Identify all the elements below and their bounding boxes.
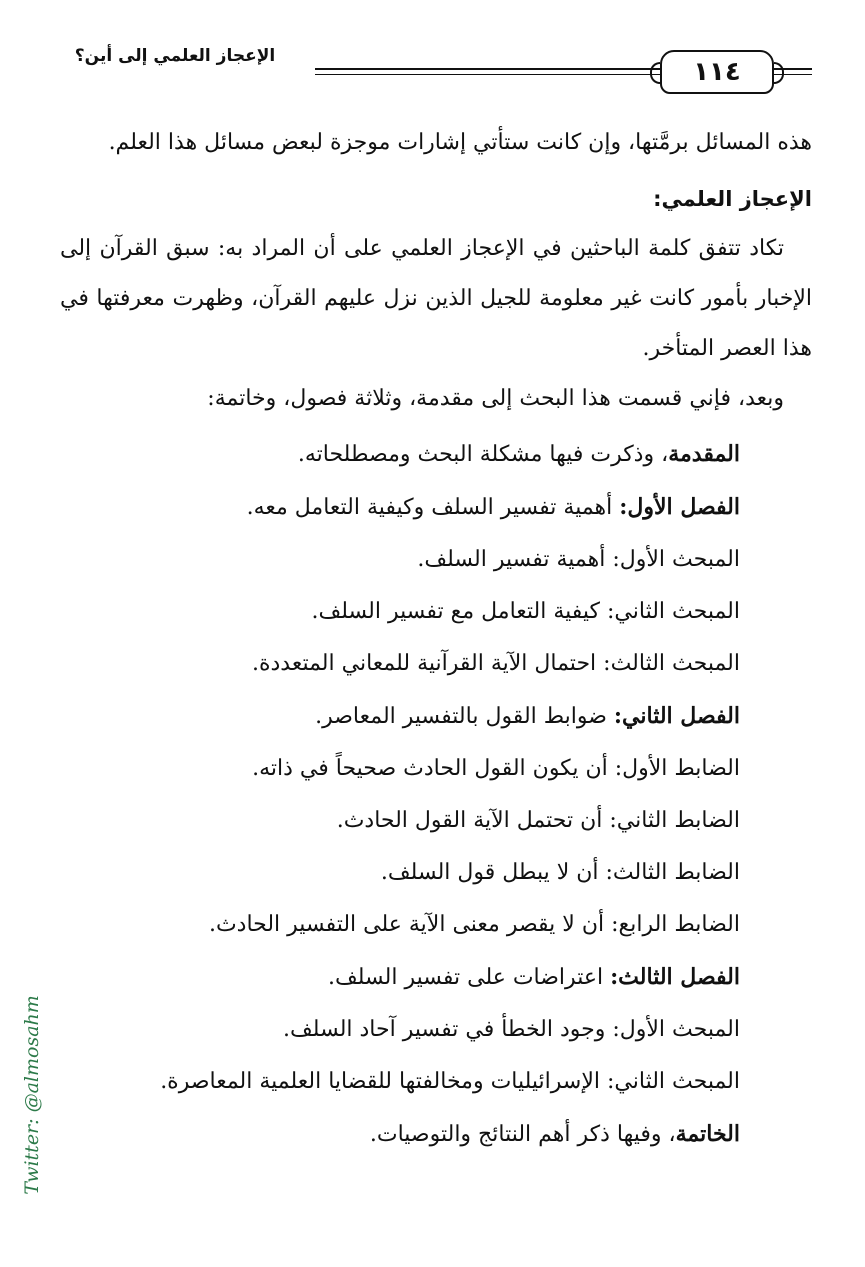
- outline-list: [60, 428, 812, 1161]
- plan-paragraph: وبعد، فإني قسمت هذا البحث إلى مقدمة، وثلاثة فصول، وخاتمة:: [207, 386, 784, 411]
- outline-item-text: أهمية تفسير السلف وكيفية التعامل معه.: [246, 495, 620, 520]
- outline-item-lead: الفصل الثاني:: [613, 703, 740, 729]
- outline-item: [60, 1004, 812, 1056]
- outline-item-text: الضابط الرابع: أن لا يقصر معنى الآية على التفسير الحادث.: [208, 912, 740, 937]
- outline-item: [60, 743, 812, 795]
- outline-item-text: ضوابط القول بالتفسير المعاصر.: [315, 704, 614, 729]
- outline-item-lead: الفصل الأول:: [619, 494, 740, 520]
- outline-item: [60, 481, 812, 534]
- outline-item-text: الضابط الثالث: أن لا يبطل قول السلف.: [380, 860, 740, 885]
- outline-item-text: اعتراضات على تفسير السلف.: [327, 965, 611, 990]
- outline-item-text: المبحث الأول: وجود الخطأ في تفسير آحاد السلف.: [283, 1017, 740, 1042]
- outline-item-text: ، وفيها ذكر أهم النتائج والتوصيات.: [369, 1122, 676, 1147]
- page-number: ١١٤: [660, 50, 774, 94]
- outline-item-lead: المقدمة: [668, 441, 740, 467]
- watermark: [12, 995, 52, 1195]
- page-header: [60, 40, 812, 100]
- outline-item-text: الضابط الثاني: أن تحتمل الآية القول الحادث.: [336, 808, 740, 833]
- outline-item: [60, 951, 812, 1004]
- outline-item: [60, 847, 812, 899]
- outline-item-lead: الفصل الثالث:: [610, 964, 740, 990]
- outline-item: [60, 795, 812, 847]
- watermark-text: Twitter: @almosahm: [21, 995, 43, 1195]
- outline-item-text: المبحث الثاني: الإسرائيليات ومخالفتها للقضايا العلمية المعاصرة.: [160, 1069, 740, 1094]
- page-body: [60, 118, 812, 1161]
- outline-item-text: الضابط الأول: أن يكون القول الحادث صحيحاً في ذاته.: [252, 756, 740, 781]
- running-title: الإعجاز العلمي إلى أين؟: [74, 46, 276, 66]
- section-heading: الإعجاز العلمي:: [653, 187, 812, 211]
- outline-item: [60, 586, 812, 638]
- outline-item: [60, 534, 812, 586]
- outline-item-text: المبحث الثالث: احتمال الآية القرآنية للمعاني المتعددة.: [251, 651, 740, 676]
- definition-paragraph: تكاد تتفق كلمة الباحثين في الإعجاز العلمي على أن المراد به: سبق القرآن إلى الإخبار بأمور كانت غير معلومة للجيل الذين نزل عليهم القرآن، وظهرت معرفتها في هذا العصر المتأخر.: [60, 236, 812, 361]
- outline-item-lead: الخاتمة: [675, 1121, 740, 1147]
- outline-item: [60, 1108, 812, 1161]
- outline-item-text: المبحث الثاني: كيفية التعامل مع تفسير السلف.: [311, 599, 740, 624]
- outline-item: [60, 690, 812, 743]
- outline-item: [60, 899, 812, 951]
- outline-item: [60, 1056, 812, 1108]
- outline-item: [60, 428, 812, 481]
- outline-item-text: المبحث الأول: أهمية تفسير السلف.: [417, 547, 740, 572]
- outline-item: [60, 638, 812, 690]
- intro-paragraph: هذه المسائل برمَّتها، وإن كانت ستأتي إشارات موجزة لبعض مسائل هذا العلم.: [108, 130, 812, 155]
- outline-item-text: ، وذكرت فيها مشكلة البحث ومصطلحاته.: [297, 442, 669, 467]
